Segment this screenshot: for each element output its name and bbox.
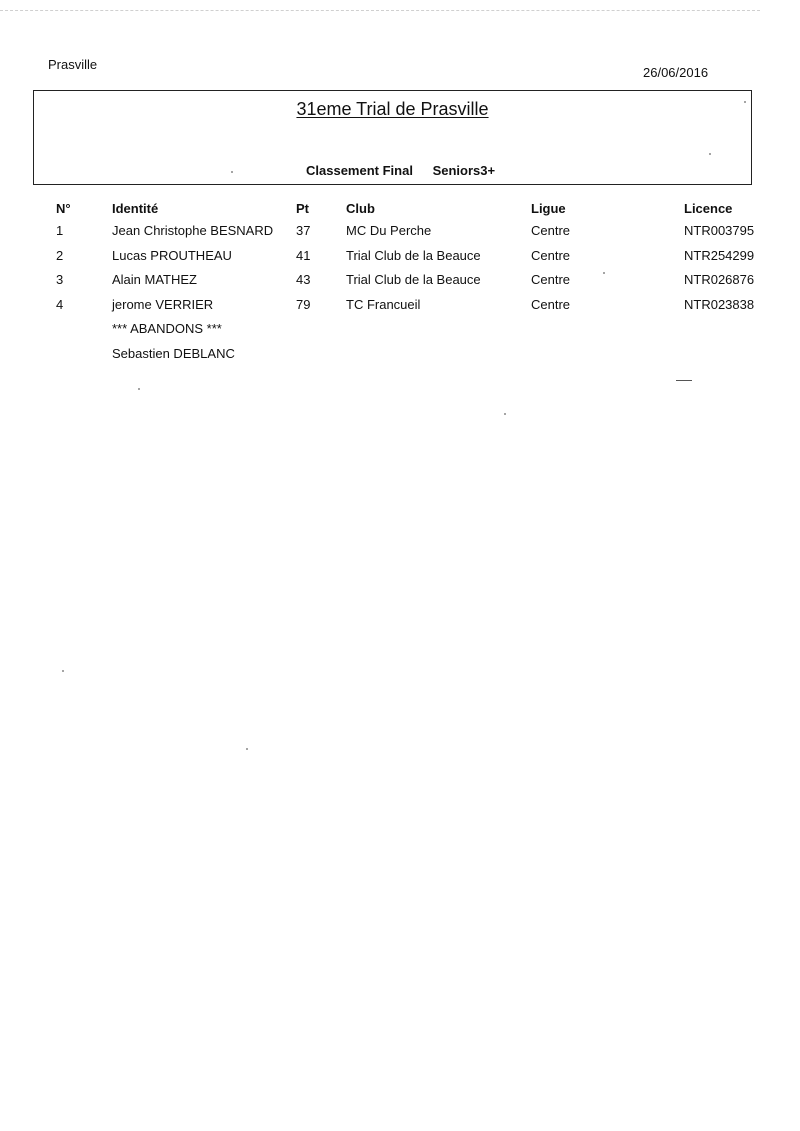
scan-speck xyxy=(504,413,506,415)
column-header-licence: Licence xyxy=(684,201,733,216)
ligue-cell: Centre xyxy=(531,247,571,263)
rank-cell: 3 xyxy=(56,272,64,287)
abandons-label: *** ABANDONS *** xyxy=(112,321,222,336)
column-header-ligue: Ligue xyxy=(531,201,566,216)
table-row xyxy=(48,272,784,297)
event-title: 31eme Trial de Prasville xyxy=(296,99,489,119)
scan-speck xyxy=(246,748,248,750)
licence-cell: NTR023838 xyxy=(684,296,755,312)
ranking-subtitle xyxy=(306,163,495,178)
results-table xyxy=(48,201,784,370)
club-cell: TC Francueil xyxy=(346,296,421,312)
scan-speck xyxy=(603,272,605,274)
title-box xyxy=(33,90,752,185)
column-header-club: Club xyxy=(346,201,375,216)
scan-speck xyxy=(231,171,233,173)
column-header-pt: Pt xyxy=(296,201,309,216)
column-header-num: N° xyxy=(56,201,71,216)
abandons-header-row xyxy=(48,321,784,346)
abandon-rider-name: Sebastien DEBLANC xyxy=(112,345,235,361)
column-header-identite: Identité xyxy=(112,201,159,216)
ligue-cell: Centre xyxy=(531,296,571,312)
rank-cell: 2 xyxy=(56,247,64,263)
ligue-cell: Centre xyxy=(531,272,571,287)
rider-name-cell: Jean Christophe BESNARD xyxy=(112,223,274,238)
scan-artifact-line xyxy=(0,10,760,11)
scan-speck xyxy=(138,388,140,390)
event-date: 26/06/2016 xyxy=(643,65,709,80)
rider-name-cell: jerome VERRIER xyxy=(112,296,214,312)
abandon-row xyxy=(48,346,784,371)
scan-speck xyxy=(62,670,64,672)
table-header-row xyxy=(48,201,784,223)
table-row xyxy=(48,248,784,273)
scan-speck xyxy=(744,101,746,103)
ligue-cell: Centre xyxy=(531,223,571,238)
scan-speck xyxy=(709,153,711,155)
club-cell: Trial Club de la Beauce xyxy=(346,272,481,287)
rank-cell: 4 xyxy=(56,296,64,312)
category-label: Seniors3+ xyxy=(432,163,496,178)
club-cell: Trial Club de la Beauce xyxy=(346,247,481,263)
classement-label: Classement Final xyxy=(306,163,413,178)
licence-cell: NTR003795 xyxy=(684,223,755,238)
points-cell: 79 xyxy=(296,296,311,312)
scan-artifact-mark xyxy=(676,380,692,381)
points-cell: 41 xyxy=(296,247,311,263)
table-row xyxy=(48,297,784,322)
table-row xyxy=(48,223,784,248)
licence-cell: NTR254299 xyxy=(684,247,755,263)
points-cell: 43 xyxy=(296,272,311,287)
rider-name-cell: Alain MATHEZ xyxy=(112,272,197,287)
rank-cell: 1 xyxy=(56,223,64,238)
venue-name: Prasville xyxy=(48,57,98,72)
licence-cell: NTR026876 xyxy=(684,272,755,287)
club-cell: MC Du Perche xyxy=(346,223,432,238)
rider-name-cell: Lucas PROUTHEAU xyxy=(112,247,232,263)
points-cell: 37 xyxy=(296,223,311,238)
